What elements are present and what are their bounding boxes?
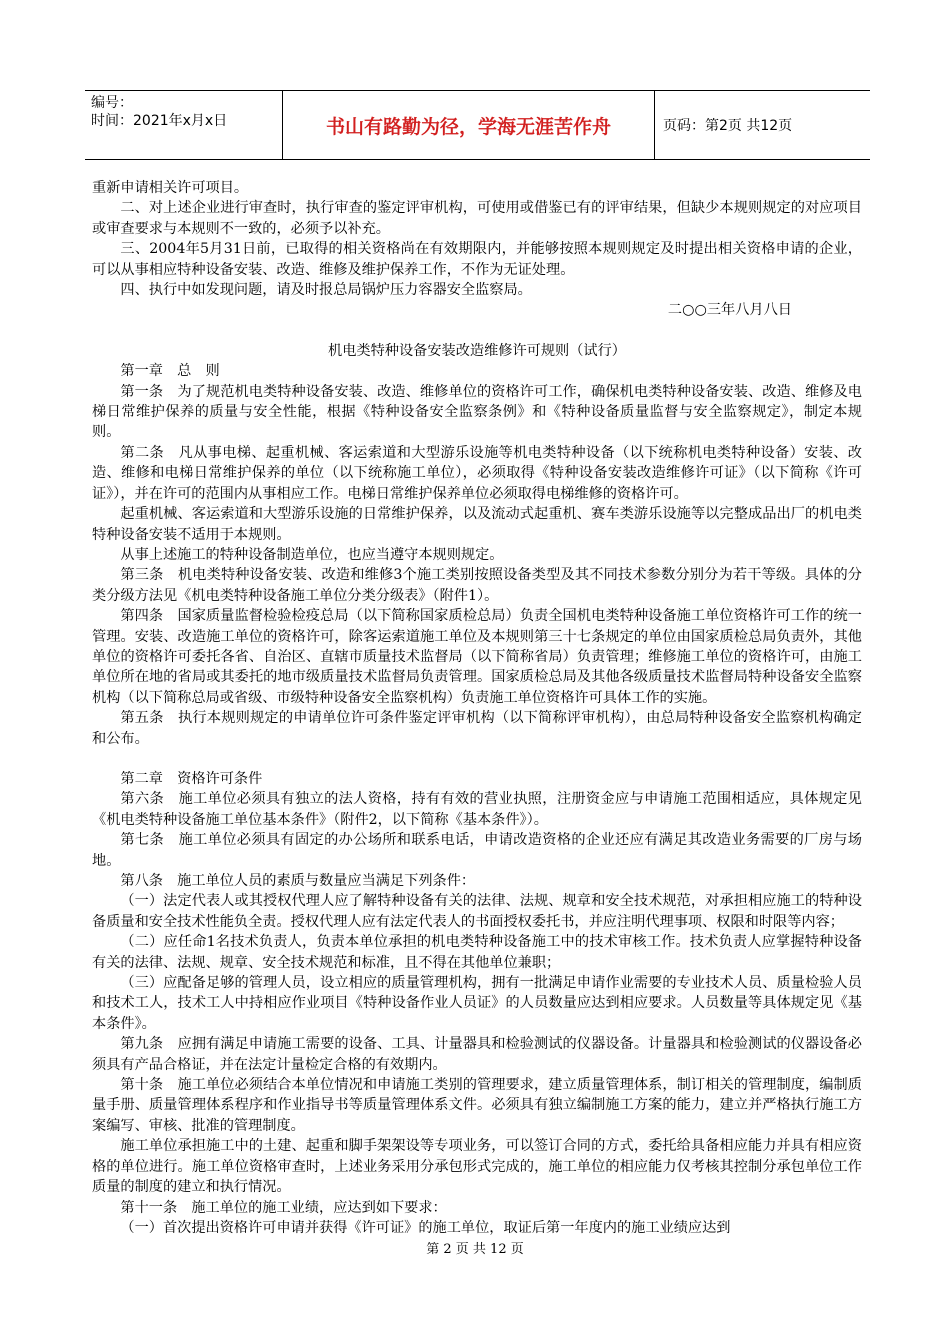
article: 第六条 施工单位必须具有独立的法人资格，持有有效的营业执照，注册资金应与申请施工范围相适应，具体规定见《机电类特种设备施工单位基本条件》（附件2，以下简称《基本条件》）。 — [92, 791, 862, 828]
document-time-label: 时间：2021年x月x日 — [91, 113, 228, 129]
article: 第五条 执行本规则规定的申请单位许可条件鉴定评审机构（以下简称评审机构），由总局特种设备安全监察机构确定和公布。 — [92, 710, 862, 747]
paragraph: 二、对上述企业进行审查时，执行审查的鉴定评审机构，可使用或借鉴已有的评审结果，但缺少本规则规定的对应项目或审查要求与本规则不一致的，必须予以补充。 — [92, 200, 862, 237]
header-meta — [85, 91, 283, 159]
list-item: （三）应配备足够的管理人员，设立相应的质量管理机构，拥有一批满足申请作业需要的专业技术人员、质量检验人员和技术工人，技术工人中持相应作业项目《特种设备作业人员证》的人员数量应达到相应要求。人员数量等具体规定见《基本条件》。 — [92, 975, 862, 1032]
article: 第四条 国家质量监督检验检疫总局（以下简称国家质检总局）负责全国机电类特种设备施工单位资格许可工作的统一管理。安装、改造施工单位的资格许可，除客运索道施工单位及本规则第三十七条规定的单位由国家质检总局负责外，其他单位的资格许可委托各省、自治区、直辖市质量技术监督局（以下简称省局）负责管理；维修施工单位的资格许可，由施工单位所在地的省局或其委托的地市级质量技术监督局负责管理。国家质检总局及其他各级质量技术监督局特种设备安全监察机构（以下简称总局或省级、市级特种设备安全监察机构）负责施工单位资格许可具体工作的实施。 — [92, 608, 862, 706]
list-item: （一）法定代表人或其授权代理人应了解特种设备有关的法律、法规、规章和安全技术规范，对承担相应施工的特种设备质量和安全技术性能负全责。授权代理人应有法定代表人的书面授权委托书，并应注明代理事项、权限和时限等内容； — [92, 893, 862, 930]
header-page-info: 页码：第2页 共12页 — [663, 118, 793, 134]
article: 第九条 应拥有满足申请施工需要的设备、工具、计量器具和检验测试的仪器设备。计量器具和检验测试的仪器设备必须具有产品合格证，并在法定计量检定合格的有效期内。 — [92, 1036, 862, 1073]
article: 第十一条 施工单位的施工业绩，应达到如下要求： — [120, 1199, 447, 1216]
article: 第一条 为了规范机电类特种设备安装、改造、维修单位的资格许可工作，确保机电类特种设备安装、改造、维修及电梯日常维护保养的质量与安全性能，根据《特种设备安全监察条例》和《特种设备质量监督与安全监察规定》，制定本规则。 — [92, 383, 862, 441]
article: 第三条 机电类特种设备安装、改造和维修3个施工类别按照设备类型及其不同技术参数分别分为若干等级。具体的分类分级方法见《机电类特种设备施工单位分类分级表》（附件1）。 — [92, 567, 862, 604]
document-title: 机电类特种设备安装改造维修许可规则（试行） — [328, 342, 626, 359]
article: 第八条 施工单位人员的素质与数量应当满足下列条件： — [120, 873, 476, 889]
paragraph: 起重机械、客运索道和大型游乐设施的日常维护保养，以及流动式起重机、赛车类游乐设施等以完整成品出厂的机电类特种设备安装不适用于本规则。 — [92, 506, 862, 543]
header-motto: 书山有路勤为径，学海无涯苦作舟 — [283, 91, 655, 159]
paragraph: 重新申请相关许可项目。 — [92, 180, 249, 196]
page-header — [85, 90, 870, 160]
list-item: （二）应任命1名技术负责人，负责本单位承担的机电类特种设备施工中的技术审核工作。技术负责人应掌握特种设备有关的法律、法规、规章、安全技术规范和标准，且不得在其他单位兼职； — [92, 934, 862, 971]
page-footer: 第 2 页 共 12 页 — [426, 1242, 524, 1257]
paragraph: 四、执行中如发现问题，请及时报总局锅炉压力容器安全监察局。 — [120, 282, 532, 299]
signature-date: 二○○三年八月八日 — [667, 302, 792, 319]
article: 第十条 施工单位必须结合本单位情况和申请施工类别的管理要求，建立质量管理体系，制订相关的管理制度，编制质量手册、质量管理体系程序和作业指导书等质量管理体系文件。必须具有独立编制施工方案的能力，建立并严格执行施工方案编写、审核、批准的管理制度。 — [92, 1077, 862, 1134]
document-number-label: 编号： — [91, 95, 133, 111]
document-body — [92, 178, 862, 1238]
paragraph: 施工单位承担施工中的土建、起重和脚手架架设等专项业务，可以签订合同的方式，委托给具备相应能力并具有相应资格的单位进行。施工单位资格审查时，上述业务采用分承包形式完成的，施工单位的相应能力仅考核其控制分承包单位工作质量的制度的建立和执行情况。 — [92, 1138, 862, 1196]
paragraph: 从事上述施工的特种设备制造单位，也应当遵守本规则规定。 — [120, 546, 504, 563]
chapter-heading: 第二章 资格许可条件 — [120, 770, 263, 787]
article: 第二条 凡从事电梯、起重机械、客运索道和大型游乐设施等机电类特种设备（以下统称机电类特种设备）安装、改造、维修和电梯日常维护保养的单位（以下统称施工单位），必须取得《特种设备安装改造维修许可证》（以下简称《许可证》），并在许可的范围内从事相应工作。电梯日常维护保养单位必须取得电梯维修的资格许可。 — [92, 444, 862, 502]
article: 第七条 施工单位必须具有固定的办公场所和联系电话，申请改造资格的企业还应有满足其改造业务需要的厂房与场地。 — [92, 832, 862, 869]
chapter-heading: 第一章 总 则 — [120, 363, 220, 380]
paragraph: 三、2004年5月31日前，已取得的相关资格尚在有效期限内，并能够按照本规则规定及时提出相关资格申请的企业，可以从事相应特种设备安装、改造、维修及维护保养工作，不作为无证处理。 — [92, 241, 862, 278]
list-item: （一）首次提出资格许可申请并获得《许可证》的施工单位，取证后第一年度内的施工业绩应达到 — [120, 1219, 731, 1236]
